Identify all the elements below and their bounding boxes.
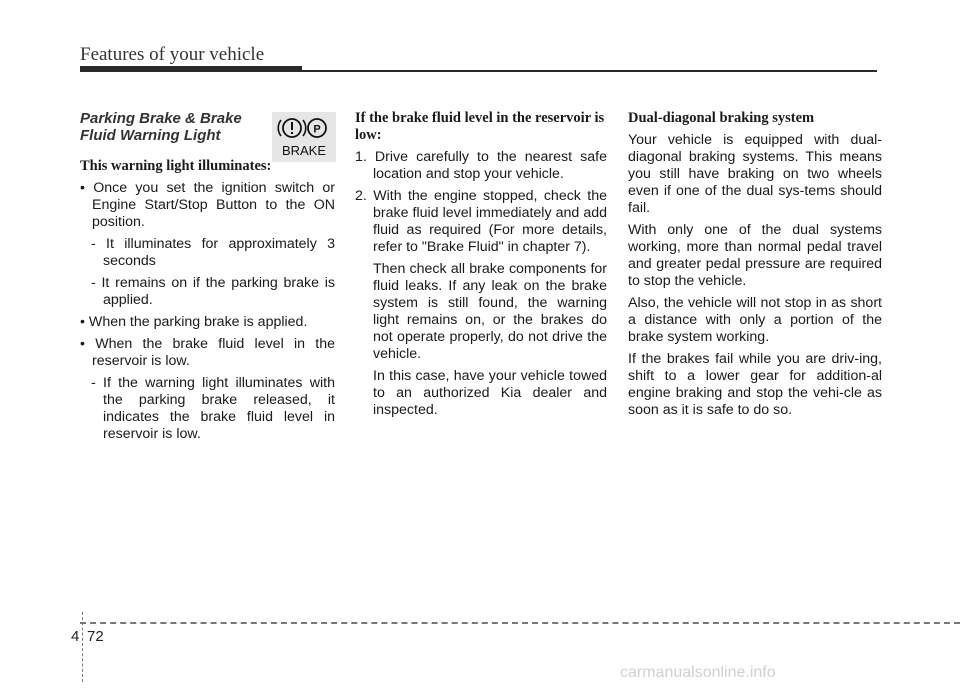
- column-left: [80, 110, 335, 448]
- step-item: 2. With the engine stopped, check the brake fluid level immediately and add fluid as required (For more details, refer to "Brake Fluid" in chapter 7).: [355, 188, 607, 255]
- bullet-item: • When the parking brake is applied.: [80, 314, 308, 330]
- paragraph: Your vehicle is equipped with dual-diagonal braking systems. This means you still have braking on two wheels even if one of the dual sys-tems should fail.: [628, 132, 882, 216]
- header-rule-thick: [80, 66, 302, 72]
- step-paragraph: In this case, have your vehicle towed to an authorized Kia dealer and inspected.: [373, 368, 607, 418]
- illuminates-heading: This warning light illuminates:: [80, 158, 272, 174]
- column-middle: [355, 110, 607, 424]
- step-paragraph: Then check all brake components for fluid leaks. If any leak on the brake system is still found, the warning light remains on, or the brakes do not operate properly, do not drive the vehicle.: [373, 261, 607, 362]
- bullet-item: • Once you set the ignition switch or Engine Start/Stop Button to the ON position.: [80, 180, 335, 230]
- chapter-number: 4: [71, 628, 80, 645]
- paragraph: With only one of the dual systems working, more than normal pedal travel and greater pedal pressure are required to stop the vehicle.: [628, 222, 882, 289]
- header-rule-thin: [302, 70, 877, 72]
- paragraph: Also, the vehicle will not stop in as short a distance with only a portion of the brake system working.: [628, 295, 882, 345]
- footer-rule: [80, 622, 960, 624]
- step-item: 1. Drive carefully to the nearest safe location and stop your vehicle.: [355, 149, 607, 182]
- brake-icon-label: BRAKE: [281, 143, 327, 158]
- paragraph: If the brakes fail while you are driv-ing, shift to a lower gear for addition-al engine braking and stop the vehi-cle as soon as it is safe to do so.: [628, 351, 882, 418]
- watermark: carmanualsonline.info: [620, 664, 776, 681]
- section-title: Parking Brake & Brake Fluid Warning Light: [80, 110, 242, 144]
- low-fluid-heading: If the brake fluid level in the reservoir is low:: [355, 110, 605, 143]
- svg-text:P: P: [313, 123, 321, 136]
- sub-item: - It remains on if the parking brake is applied.: [91, 275, 335, 308]
- bullet-item: • When the brake fluid level in the reservoir is low.: [80, 336, 335, 369]
- page-header-title: Features of your vehicle: [80, 44, 265, 65]
- footer-divider: [82, 612, 83, 682]
- dual-diagonal-heading: Dual-diagonal braking system: [628, 110, 815, 126]
- sub-item: - If the warning light illuminates with the parking brake released, it indicates the brake fluid level in reservoir is low.: [91, 375, 335, 442]
- column-right: [628, 110, 882, 424]
- page-number: 72: [87, 628, 104, 645]
- sub-item: - It illuminates for approximately 3 seconds: [91, 236, 335, 269]
